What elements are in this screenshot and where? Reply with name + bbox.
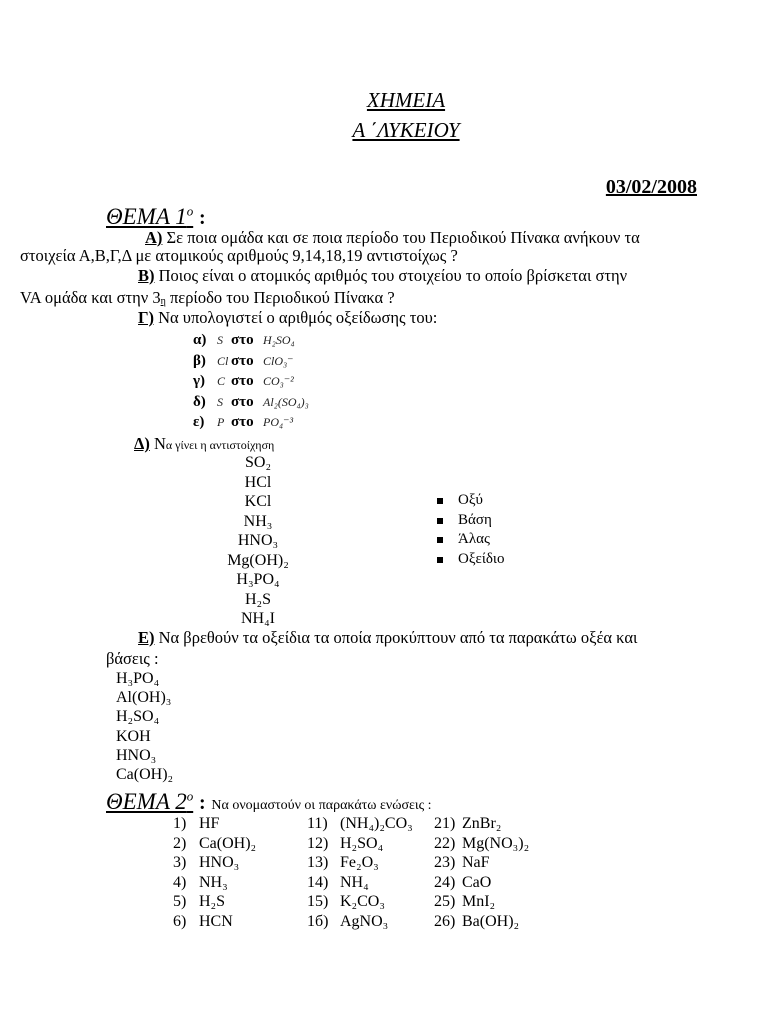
oxides-compound: HNO₃: [116, 746, 157, 764]
matching-compound: SO₂: [244, 454, 272, 471]
oxidation-element: S: [217, 394, 223, 409]
naming-item-number: 4): [173, 873, 187, 891]
naming-item: [307, 853, 413, 873]
oxidation-items: [193, 330, 309, 433]
square-bullet-icon: [437, 557, 443, 563]
question-c-text: Να υπολογιστεί ο αριθμός οξείδωσης του:: [158, 308, 438, 327]
naming-item-formula: HF: [199, 815, 220, 832]
naming-column-1: [173, 814, 256, 932]
naming-item: [434, 814, 529, 834]
document-title: ΧΗΜΕΙΑ: [366, 88, 446, 112]
oxidation-word: στο: [231, 352, 254, 369]
oxidation-compound: PO₄⁻³: [263, 415, 294, 429]
oxidation-compound: H₂SO₄: [263, 333, 295, 347]
oxidation-word: στο: [231, 373, 254, 389]
naming-item-number: 15): [307, 893, 329, 911]
naming-item-formula: H₂SO₄: [340, 834, 384, 852]
theme2-instruction: Να ονομαστούν οι παρακάτω ενώσεις :: [211, 798, 432, 813]
theme1-heading-text: ΘΕΜΑ 1: [106, 204, 187, 229]
matching-category: [437, 550, 504, 570]
document-subtitle: Α ΄ΛΥΚΕΙΟΥ: [352, 118, 460, 142]
oxidation-item: [193, 330, 309, 351]
oxides-compound: Ca(OH)₂: [116, 765, 174, 783]
theme1-heading-underlined: [106, 204, 193, 229]
matching-compound: NH₃: [243, 512, 273, 530]
oxidation-item: [193, 351, 309, 372]
oxidation-item-label: ε): [193, 414, 205, 430]
naming-item-number: 6): [173, 912, 187, 930]
oxidation-element: Cl: [217, 353, 229, 368]
oxidation-element: P: [217, 415, 225, 429]
oxidation-word: στο: [231, 393, 254, 410]
exam-date: 03/02/2008: [605, 176, 697, 198]
oxidation-item: [193, 371, 309, 392]
naming-item-formula: Ba(OH)₂: [462, 912, 520, 930]
naming-item: [173, 873, 256, 893]
naming-item: [434, 873, 529, 893]
theme2-heading-underlined: [106, 789, 193, 814]
naming-item-formula: NaF: [462, 854, 490, 872]
theme2-heading-ordinal: ο: [186, 788, 194, 804]
question-b-line2-end: περίοδο του Περιοδικού Πίνακα ?: [169, 288, 395, 307]
theme2-heading-text: ΘΕΜΑ 2: [106, 789, 187, 814]
oxidation-word: στο: [231, 332, 254, 348]
naming-item-formula: Fe₂O₃: [340, 854, 379, 872]
naming-item-number: 5): [173, 893, 187, 911]
question-c-label: Γ): [138, 308, 154, 327]
theme1-heading-ordinal: ο: [186, 203, 194, 219]
naming-item: [307, 834, 413, 854]
question-d-text: Να γίνει η αντιστοίχηση: [153, 434, 275, 453]
oxidation-item-label: α): [193, 332, 207, 348]
oxidation-item-label: β): [193, 352, 206, 369]
question-a-line2: στοιχεία Α,Β,Γ,Δ με ατομικούς αριθμούς 9,14,18,19 αντιστοίχως ?: [20, 246, 458, 265]
matching-compound: HNO₃: [237, 532, 279, 549]
matching-compound: KCl: [244, 493, 272, 510]
oxidation-item: [193, 392, 309, 413]
matching-compound: NH₄I: [240, 610, 275, 627]
naming-item-formula: Ca(OH)₂: [199, 834, 257, 852]
naming-item-number: 1): [173, 815, 187, 832]
theme1-heading-colon: :: [198, 207, 206, 229]
question-a-label: Α): [145, 228, 163, 247]
oxidation-compound: ClO₃⁻: [263, 353, 294, 368]
question-e-line1: [138, 628, 637, 647]
question-a-line1: [145, 228, 640, 247]
matching-category: [437, 530, 504, 550]
oxidation-element: C: [217, 374, 226, 388]
question-b-text: Ποιος είναι ο ατομικός αριθμός του στοιχείου το οποίο βρίσκεται στην: [158, 266, 628, 285]
oxidation-item-label: δ): [193, 393, 206, 410]
naming-item: [434, 912, 529, 932]
naming-item-formula: Mg(NO₃)₂: [462, 834, 530, 852]
matching-category: [437, 511, 504, 531]
naming-item: [434, 853, 529, 873]
naming-item: [173, 853, 256, 873]
naming-item-formula: NH₄: [340, 873, 369, 891]
matching-category-label: Άλας: [458, 531, 490, 548]
naming-item: [434, 892, 529, 912]
matching-categories-list: [437, 491, 504, 570]
naming-item-number: 23): [434, 854, 456, 872]
matching-compound: H₃PO₄: [236, 571, 280, 588]
matching-category-label: Οξύ: [458, 492, 483, 508]
oxidation-compound: CO₃⁻²: [263, 374, 294, 388]
naming-item-number: 1б): [307, 912, 329, 930]
oxidation-element: S: [217, 333, 223, 347]
naming-item-number: 14): [307, 873, 329, 891]
question-b-line1: [138, 266, 627, 285]
question-e-line2: βάσεις :: [106, 649, 159, 668]
naming-item: [173, 814, 256, 834]
naming-item-formula: MnI₂: [462, 893, 496, 911]
oxides-compound: H₃PO₄: [116, 670, 160, 687]
oxides-compounds-list: [116, 669, 173, 784]
naming-item: [307, 873, 413, 893]
naming-item-formula: NH₃: [199, 873, 228, 891]
naming-item-formula: HCN: [199, 912, 233, 930]
matching-compound: H₂S: [244, 590, 272, 608]
naming-item-number: 26): [434, 912, 456, 930]
matching-category-label: Οξείδιο: [458, 551, 505, 568]
naming-item: [307, 892, 413, 912]
naming-item-formula: CaO: [462, 873, 492, 891]
naming-item: [434, 834, 529, 854]
naming-item-number: 12): [307, 834, 329, 852]
naming-item-number: 11): [307, 815, 328, 832]
matching-category-label: Βάση: [458, 511, 492, 528]
square-bullet-icon: [437, 537, 443, 543]
naming-item-number: 25): [434, 893, 456, 911]
naming-column-3: [434, 814, 529, 932]
matching-compound: HCl: [244, 473, 272, 491]
theme2-heading-colon: :: [198, 792, 206, 814]
naming-item-number: 2): [173, 834, 187, 852]
naming-item-formula: ZnBr₂: [462, 815, 502, 832]
naming-item-number: 21): [434, 815, 456, 832]
naming-item: [173, 912, 256, 932]
question-c-line: [138, 308, 437, 327]
question-b-ordinal: η: [160, 296, 166, 307]
question-e-text: Να βρεθούν τα οξείδια τα οποία προκύπτουν από τα παρακάτω οξέα και: [158, 628, 638, 647]
naming-item: [307, 814, 413, 834]
matching-category: [437, 491, 504, 511]
naming-item-formula: H₂S: [199, 893, 226, 911]
oxidation-item: [193, 412, 309, 433]
question-e-label: Ε): [138, 628, 155, 647]
naming-item: [173, 892, 256, 912]
oxides-compound: Al(OH)₃: [116, 689, 172, 707]
matching-compound: Mg(OH)₂: [227, 551, 289, 569]
matching-compounds-list: [208, 453, 308, 629]
naming-item-formula: K₂CO₃: [340, 893, 385, 911]
oxides-compound: KOH: [116, 727, 151, 745]
question-d-line: [134, 434, 274, 455]
naming-item: [307, 912, 413, 932]
oxidation-compound: Al₂(SO₄)₃: [263, 394, 309, 409]
naming-item-number: 3): [173, 854, 187, 872]
oxides-compound: H₂SO₄: [116, 708, 160, 726]
naming-item: [173, 834, 256, 854]
question-a-text: Σε ποια ομάδα και σε ποια περίοδο του Περιοδικού Πίνακα ανήκουν τα: [166, 228, 640, 247]
question-b-line2-start: VA ομάδα και στην 3: [20, 288, 161, 307]
naming-item-formula: AgNO₃: [340, 912, 389, 930]
naming-item-formula: (NH₄)₂CO₃: [340, 815, 413, 832]
square-bullet-icon: [437, 498, 443, 504]
oxidation-item-label: γ): [193, 373, 206, 389]
square-bullet-icon: [437, 518, 443, 524]
question-d-label: Δ): [134, 434, 150, 453]
oxidation-word: στο: [231, 414, 254, 430]
question-b-label: Β): [138, 266, 155, 285]
naming-item-number: 24): [434, 873, 456, 891]
naming-item-number: 13): [307, 854, 329, 872]
naming-column-2: [307, 814, 413, 932]
naming-item-number: 22): [434, 834, 456, 852]
naming-item-formula: HNO₃: [199, 854, 240, 872]
